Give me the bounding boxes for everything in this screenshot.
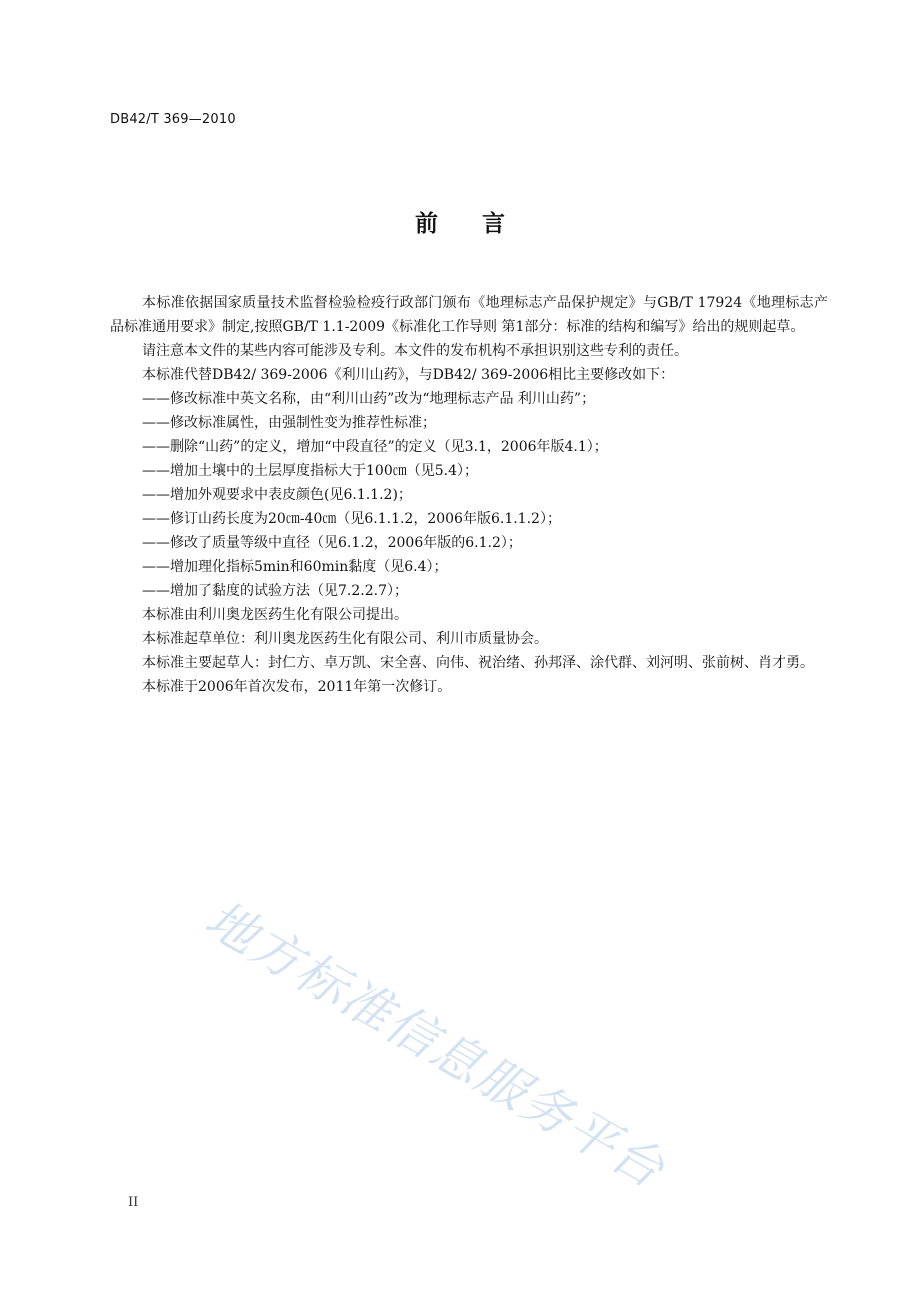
paragraph-replacement: 本标准代替DB42/ 369-2006《利川山药》，与DB42/ 369-2006相比主要修改如下： — [142, 367, 675, 383]
foreword-body — [110, 291, 828, 699]
change-item: ——修改了质量等级中直径（见6.1.2，2006年版的6.1.2）； — [142, 535, 522, 551]
paragraph-drafting-unit: 本标准起草单位：利川奥龙医药生化有限公司、利川市质量协会。 — [142, 631, 548, 647]
paragraph-proposer: 本标准由利川奥龙医药生化有限公司提出。 — [142, 607, 408, 623]
change-item: ——增加外观要求中表皮颜色(见6.1.1.2)； — [142, 487, 412, 503]
change-item: ——修改标准中英文名称，由“利川山药”改为“地理标志产品 利川山药”； — [142, 391, 596, 407]
change-item: ——增加土壤中的土层厚度指标大于100㎝（见5.4）； — [142, 463, 478, 479]
change-item: ——修改标准属性，由强制性变为推荐性标准； — [142, 415, 436, 431]
paragraph-drafters: 本标准主要起草人：封仁方、卓万凯、宋全喜、向伟、祝治绪、孙邦泽、涂代群、刘河明、张前树、肖才勇。 — [142, 655, 814, 671]
change-item: ——修订山药长度为20㎝-40㎝（见6.1.1.2，2006年版6.1.1.2）； — [142, 511, 561, 527]
change-item: ——增加理化指标5min和60min黏度（见6.4）； — [142, 559, 448, 575]
document-code: DB42/T 369—2010 — [110, 112, 236, 127]
change-item: ——删除“山药”的定义，增加“中段直径”的定义（见3.1，2006年版4.1）； — [142, 439, 608, 455]
paragraph-patent-notice: 请注意本文件的某些内容可能涉及专利。本文件的发布机构不承担识别这些专利的责任。 — [142, 343, 688, 359]
paragraph-history: 本标准于2006年首次发布，2011年第一次修订。 — [142, 679, 452, 695]
change-item: ——增加了黏度的试验方法（见7.2.2.7）； — [142, 583, 408, 599]
watermark: 地方标准信息服务平台 — [195, 889, 675, 1200]
page-number: II — [128, 1195, 139, 1210]
paragraph-basis: 本标准依据国家质量技术监督检验检疫行政部门颁布《地理标志产品保护规定》与GB/T 17924《地理标志产品标准通用要求》制定,按照GB/T 1.1-2009《标准化工作导则 第1部分：标准的结构和编写》给出的规则起草。 — [110, 295, 828, 335]
page-title: 前言 — [415, 211, 549, 237]
